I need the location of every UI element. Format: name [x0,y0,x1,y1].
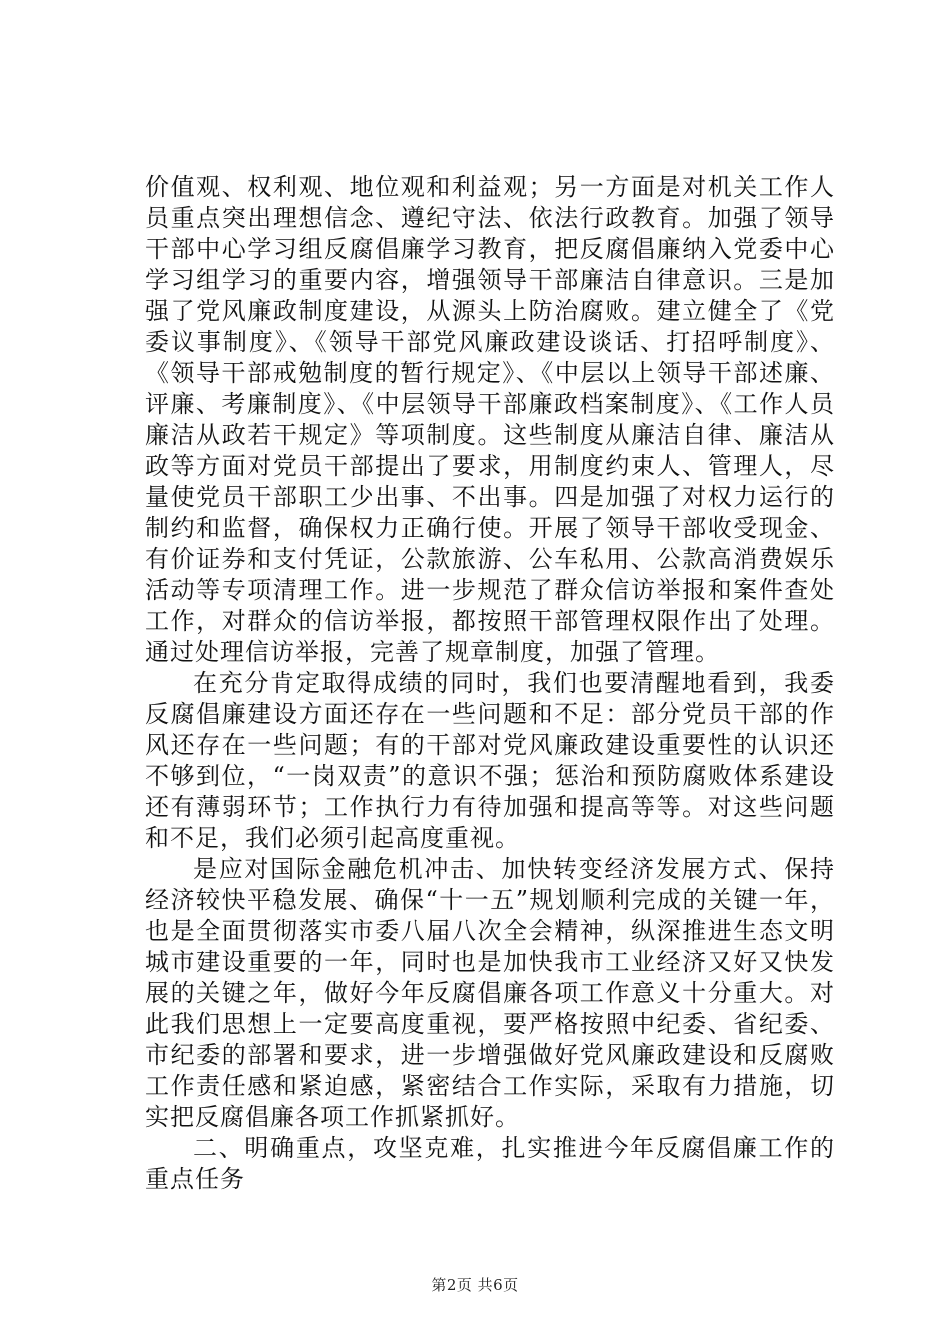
body-paragraph: 价值观、权利观、地位观和利益观；另一方面是对机关工作人员重点突出理想信念、遵纪守法、依法行政教育。加强了领导干部中心学习组反腐倡廉学习教育，把反腐倡廉纳入党委中心学习组学习的重要内容，增强领导干部廉洁自律意识。三是加强了党风廉政制度建设，从源头上防治腐败。建立健全了《党委议事制度》、《领导干部党风廉政建设谈话、打招呼制度》、《领导干部戒勉制度的暂行规定》、《中层以上领导干部述廉、评廉、考廉制度》、《中层领导干部廉政档案制度》、《工作人员廉洁从政若干规定》等项制度。这些制度从廉洁自律、廉洁从政等方面对党员干部提出了要求，用制度约束人、管理人，尽量使党员干部职工少出事、不出事。四是加强了对权力运行的制约和监督，确保权力正确行使。开展了领导干部收受现金、有价证券和支付凭证，公款旅游、公车私用、公款高消费娱乐活动等专项清理工作。进一步规范了群众信访举报和案件查处工作，对群众的信访举报，都按照干部管理权限作出了处理。通过处理信访举报，完善了规章制度，加强了管理。 [145,173,835,666]
section-heading: 二、明确重点，攻坚克难，扎实推进今年反腐倡廉工作的重点任务 [145,1134,835,1193]
page-number: 第2页 共6页 [431,1276,519,1294]
body-paragraph: 在充分肯定取得成绩的同时，我们也要清醒地看到，我委反腐倡廉建设方面还存在一些问题和不足：部分党员干部的作风还存在一些问题；有的干部对党风廉政建设重要性的认识还不够到位，“一岗双责”的意识不强；惩治和预防腐败体系建设还有薄弱环节；工作执行力有待加强和提高等等。对这些问题和不足，我们必须引起高度重视。 [145,669,835,852]
document-body [145,172,835,1195]
body-paragraph: 是应对国际金融危机冲击、加快转变经济发展方式、保持经济较快平稳发展、确保“十一五”规划顺利完成的关键一年，也是全面贯彻落实市委八届八次全会精神，纵深推进生态文明城市建设重要的一年，同时也是加快我市工业经济又好又快发展的关键之年，做好今年反腐倡廉各项工作意义十分重大。对此我们思想上一定要高度重视，要严格按照中纪委、省纪委、市纪委的部署和要求，进一步增强做好党风廉政建设和反腐败工作责任感和紧迫感，紧密结合工作实际，采取有力措施，切实把反腐倡廉各项工作抓紧抓好。 [145,855,835,1131]
